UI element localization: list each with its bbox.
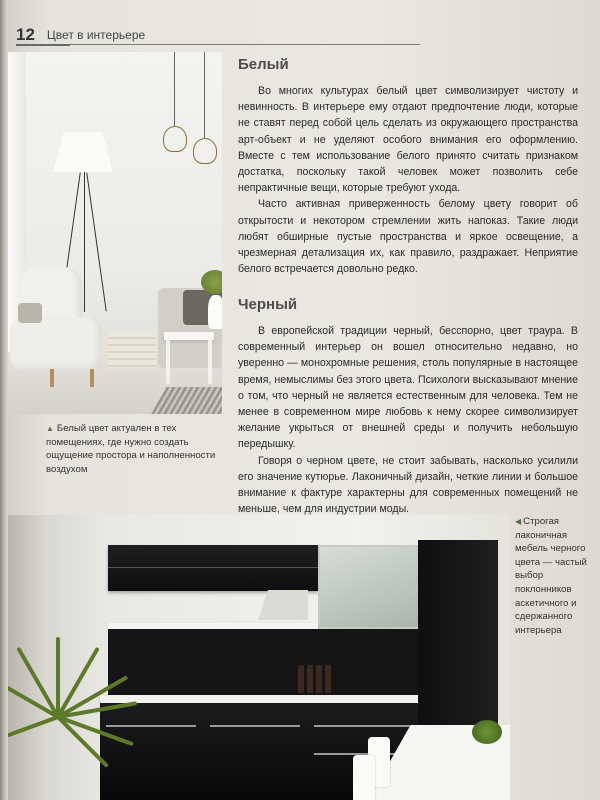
paragraph: В европейской традиции черный, бесспорно, цвет траура. В современный интерьер он вошел относительно недавно, но уверенно — монохромные решения, столь популярные в настоящее время, немыслимы без этого цвета. Психологи высказывают мнение о том, что черный не является естественным для человека. Тем не менее в современном мире любовь к нему скорее символизирует желание укрыться от внешней среды и получить небольшую передышку. — [238, 325, 578, 451]
palm-plant — [8, 625, 158, 800]
black-section — [238, 296, 578, 517]
header-accent-rule — [16, 44, 70, 46]
pendant-lamp — [163, 126, 187, 152]
black-kitchen-photo — [8, 515, 510, 800]
wooden-crate — [108, 332, 156, 368]
white-armchair — [10, 267, 102, 387]
triangle-up-icon: ▲ — [46, 424, 54, 433]
armchair-leg — [90, 369, 94, 387]
caption-white-photo — [46, 422, 218, 476]
section-heading-white: Белый — [238, 56, 289, 73]
white-vase — [208, 295, 222, 329]
white-section — [238, 56, 578, 277]
caption-text: Строгая лаконичная мебель черного цвета — частый выбор поклонников аскетичного и сдержанного интерьера — [515, 516, 587, 636]
plant — [201, 270, 222, 294]
floor-lamp-shade — [53, 132, 113, 172]
side-table — [164, 332, 214, 340]
armchair-leg — [50, 369, 54, 387]
paragraph: Во многих культурах белый цвет символизирует чистоту и невинность. В интерьере ему отдают предпочтение люди, которые не ставят перед собой цель сделать из окружающего пространства арт-объект и не уделяют особого внимания его оформлению. Вместе с тем использование белого принято считать признаком достатка, поскольку такой человек может позволить себе непрактичные вещи, которые требуют ухода. — [238, 85, 578, 195]
caption-black-photo — [515, 515, 595, 637]
range-hood — [258, 590, 308, 620]
page-header — [16, 24, 416, 46]
cabinet-stripe — [108, 567, 318, 568]
pillow — [18, 303, 42, 323]
white-interior-photo — [8, 52, 222, 414]
table-leg — [166, 340, 170, 384]
header-rule — [70, 44, 420, 45]
potted-plant — [472, 720, 502, 744]
upper-black-cabinet — [108, 545, 318, 591]
book-spine — [0, 0, 6, 800]
bottles — [298, 665, 338, 695]
section-heading-black: Черный — [238, 296, 298, 313]
white-chair — [353, 755, 375, 800]
cabinet-handle — [314, 725, 410, 727]
caption-text: Белый цвет актуален в тех помещениях, где нужно создать ощущение простора и наполненности воздухом — [46, 423, 216, 475]
page-number: 12 — [16, 25, 35, 44]
paragraph: Говоря о черном цвете, не стоит забывать, насколько усилили его значение кутюрье. Лаконичный дизайн, четкие линии и большое внимание к фактуре характерны для современных помещений не меньше, чем для индустрии моды. — [238, 454, 578, 516]
table-leg — [208, 340, 212, 384]
cabinet-handle — [210, 725, 300, 727]
paragraph: Часто активная приверженность белому цвету говорит об открытости и некотором стремлении жить напоказ. Такие люди любят обширные пустые пространства и яркое освещение, а чрезмерная детализация их, как правило, раздражает. Неприятие белого встречается довольно редко. — [238, 198, 578, 276]
pendant-cord — [174, 52, 175, 126]
glass-cabinet — [318, 545, 420, 629]
running-title: Цвет в интерьере — [46, 28, 146, 42]
pendant-cord — [204, 52, 205, 138]
triangle-left-icon: ◀ — [515, 517, 522, 526]
armchair-seat — [10, 317, 102, 372]
pendant-lamp — [193, 138, 217, 164]
